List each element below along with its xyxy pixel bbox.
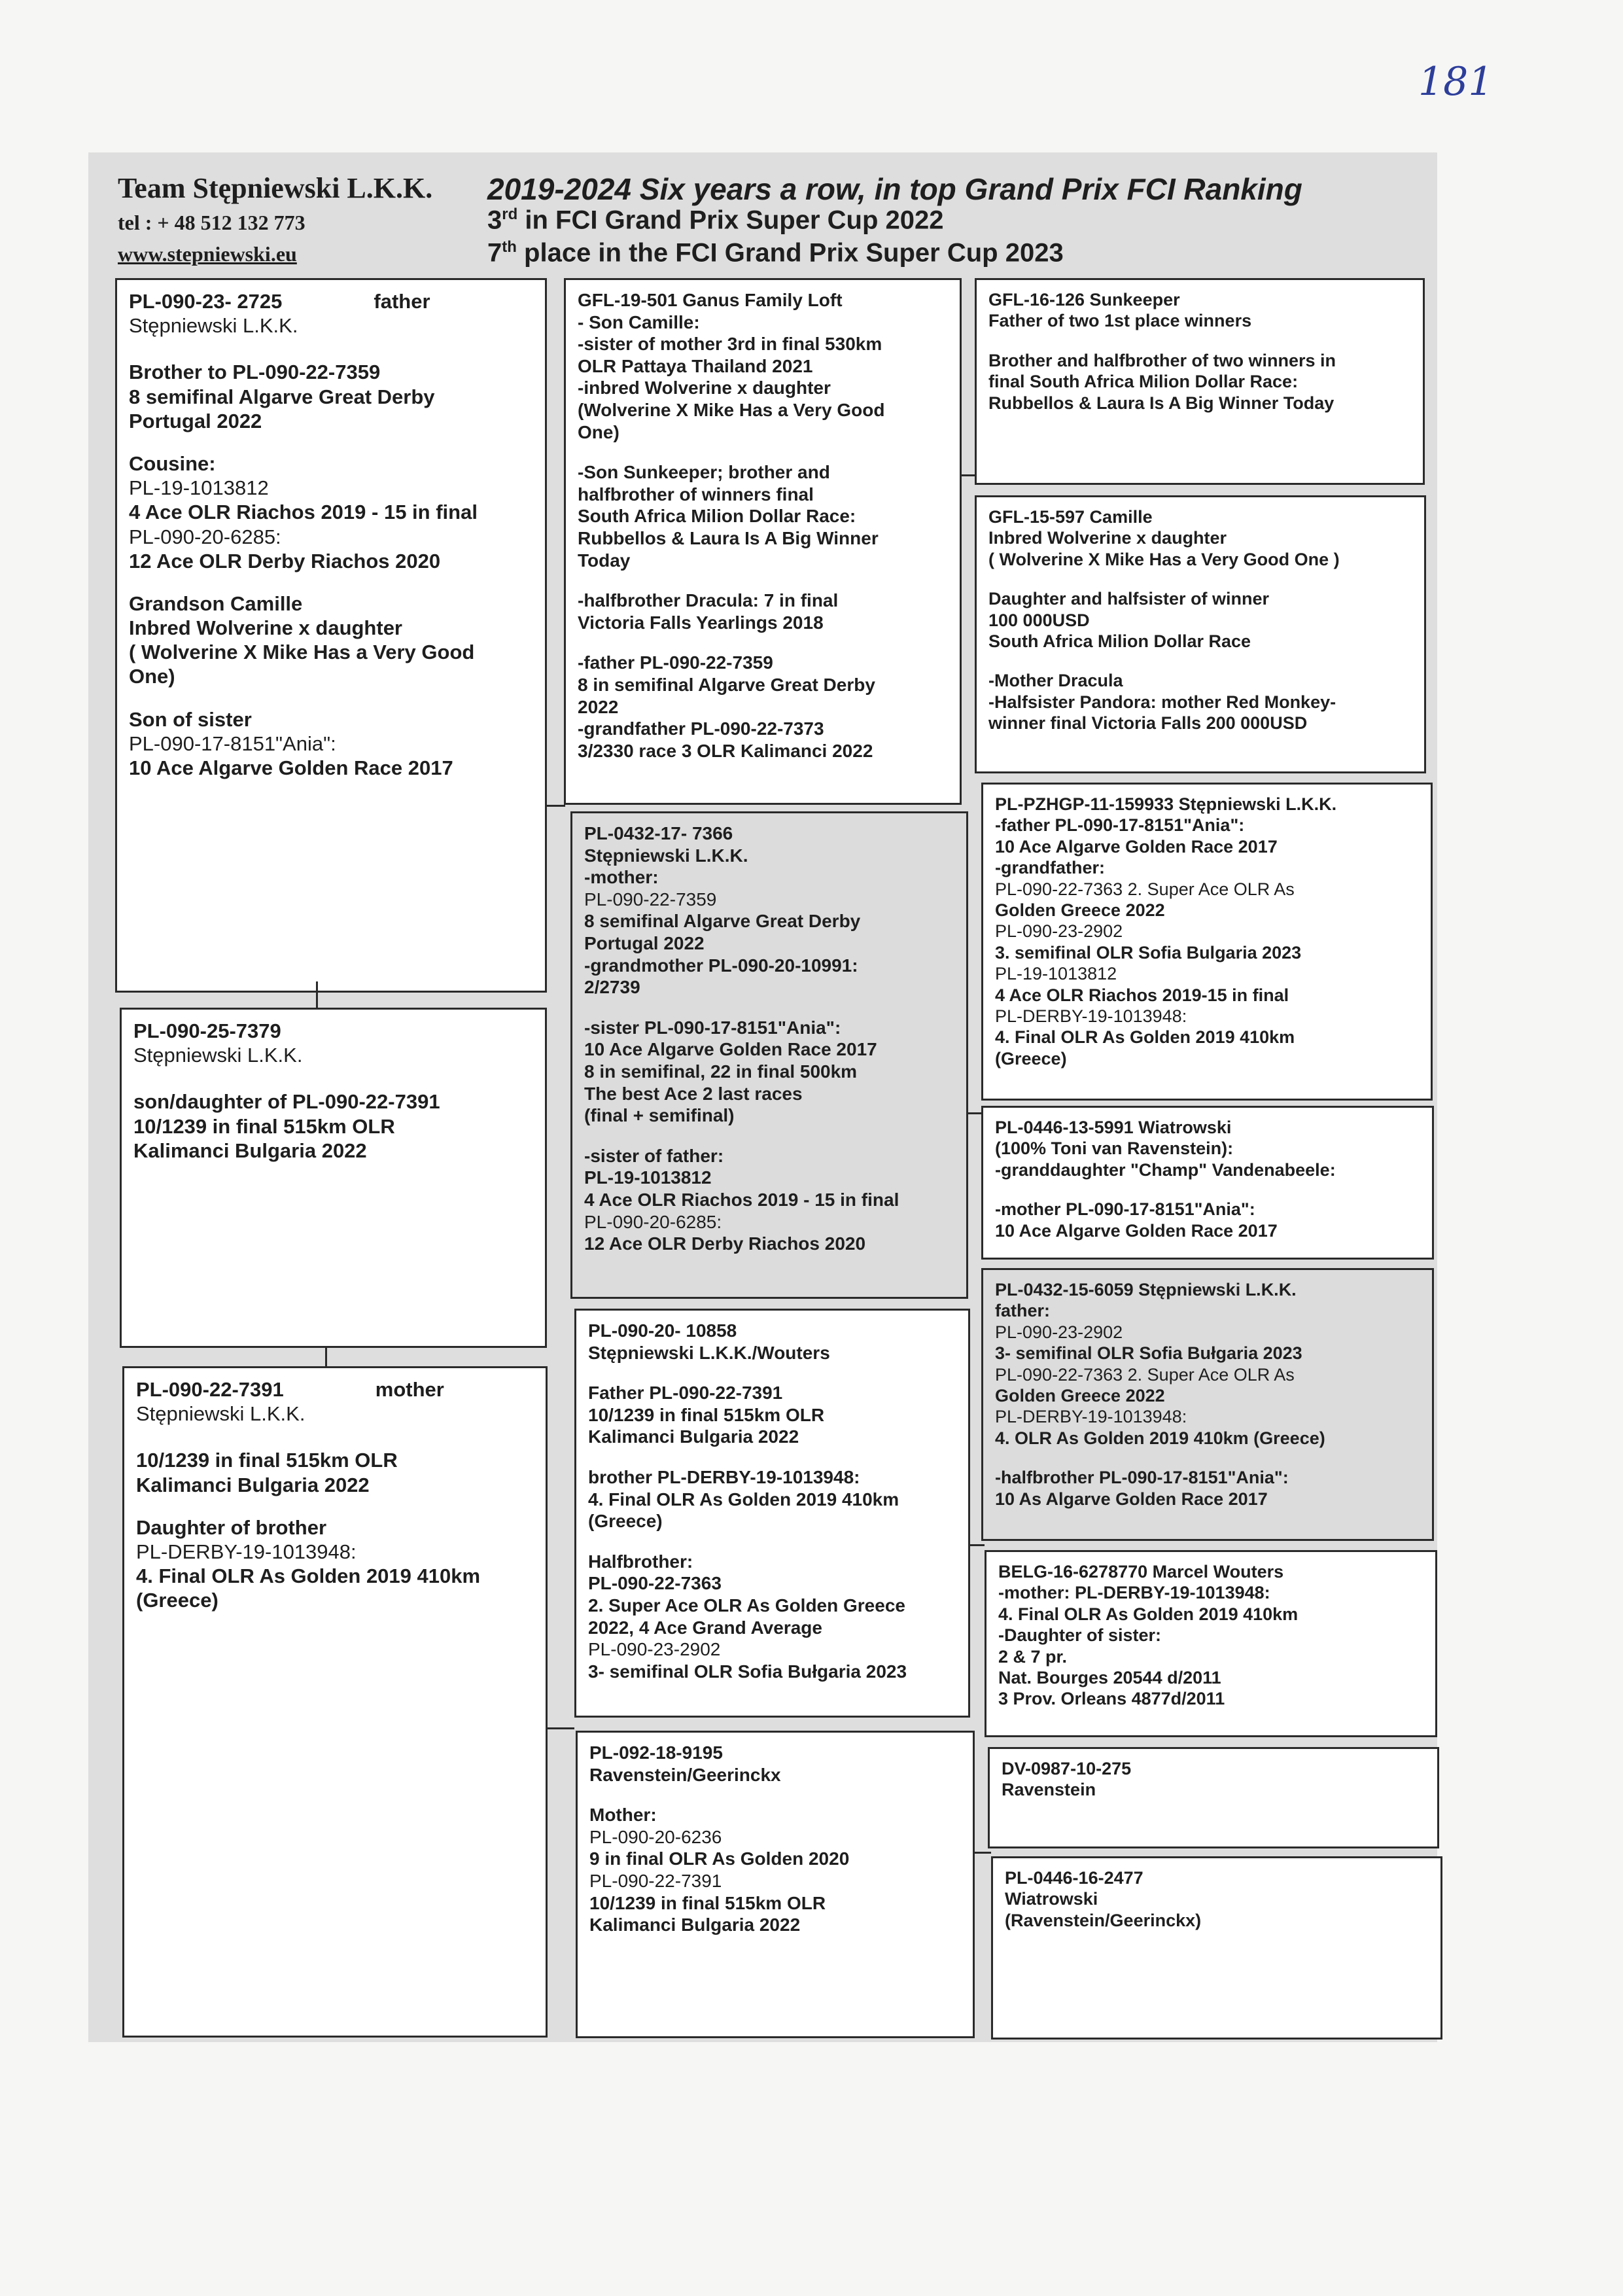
detail-line: -mother: PL-DERBY-19-1013948: [998,1583,1270,1603]
detail-line: ( Wolverine X Mike Has a Very Good [129,641,475,664]
detail-line: Daughter and halfsister of winner [988,589,1270,609]
great-grandparent-card-7 [988,1747,1439,1848]
detail-line: (Greece) [136,1589,218,1612]
detail-line: The best Ace 2 last races [584,1083,803,1104]
detail-line: PL-19-1013812 [584,1167,712,1188]
detail-line: 8 in semifinal, 22 in final 500km [584,1061,858,1082]
detail-line: 4. OLR As Golden 2019 410km (Greece) [995,1428,1325,1448]
detail-line: Inbred Wolverine x daughter [129,616,403,640]
line-gap [578,571,948,590]
subject-details [133,1089,533,1163]
line-gap [129,573,533,592]
detail-line: Cousine: [129,451,216,475]
card-title: PL-090-20- 10858 [588,1320,737,1341]
granddam-father-side-card [570,811,968,1299]
detail-line: 9 in final OLR As Golden 2020 [589,1848,850,1869]
card-details [988,527,1412,733]
detail-line: Stępniewski L.K.K./Wouters [588,1342,830,1363]
mother-breeder: Stępniewski L.K.K. [136,1402,305,1426]
card-title: BELG-16-6278770 Marcel Wouters [998,1562,1284,1581]
detail-line: 8 semifinal Algarve Great Derby [129,385,435,408]
detail-line: 2022, 4 Ace Grand Average [588,1617,822,1638]
detail-line: Rubbellos & Laura Is A Big Winner [578,527,879,548]
detail-line: Wiatrowski [1005,1889,1098,1909]
detail-line: Kalimanci Bulgaria 2022 [588,1426,799,1447]
detail-line: Brother and halfbrother of two winners in [988,350,1336,370]
headline-text: place in the FCI Grand Prix Super Cup 2023 [516,238,1064,268]
detail-line: PL-090-20-6285: [584,1211,722,1232]
detail-line: OLR Pattaya Thailand 2021 [578,355,813,376]
line-gap [584,998,954,1017]
line-gap [578,633,948,652]
detail-line: 4. Final OLR As Golden 2019 410km [998,1604,1299,1624]
detail-line: -Mother Dracula [988,671,1123,691]
card-details [1002,1779,1425,1800]
detail-line: -Halfsister Pandora: mother Red Monkey- [988,692,1336,712]
detail-line: PL-090-23-2902 [995,921,1123,942]
detail-line: Golden Greece 2022 [995,900,1165,920]
great-grandparent-card-6 [985,1550,1437,1737]
handwritten-page-number: 181 [1418,59,1493,105]
detail-line: -granddaughter "Champ" Vandenabeele: [995,1159,1336,1180]
detail-line: 10/1239 in final 515km OLR [136,1449,398,1472]
card-details [1005,1888,1429,1931]
detail-line: 4. Final OLR As Golden 2019 410km [995,1027,1295,1048]
grandsire-father-side-card [564,278,962,805]
detail-line: 8 in semifinal Algarve Great Derby [578,674,875,695]
detail-line: 2022 [578,696,619,717]
detail-line: Today [578,550,631,571]
detail-line: 10/1239 in final 515km OLR [589,1892,826,1913]
detail-line: -sister of mother 3rd in final 530km [578,334,882,355]
father-details [129,360,533,780]
father-role-label: father [374,290,430,313]
detail-line: PL-090-22-7363 2. Super Ace OLR As [995,1364,1295,1385]
subject-ring: PL-090-25-7379 [133,1019,281,1042]
card-title: GFL-15-597 Camille [988,507,1153,527]
detail-line: 100 000USD [988,610,1090,630]
detail-line: 10 Ace Algarve Golden Race 2017 [995,1220,1278,1241]
detail-line: PL-090-20-6236 [589,1826,722,1847]
detail-line: (final + semifinal) [584,1105,735,1126]
headline-suffix: rd [502,205,518,223]
detail-line: -grandfather PL-090-22-7373 [578,718,824,739]
subject-breeder: Stępniewski L.K.K. [133,1044,303,1067]
detail-line: -grandfather: [995,858,1105,878]
card-details [995,1138,1420,1241]
grandsire-mother-side-card [574,1309,970,1718]
detail-line: -Daughter of sister: [998,1625,1162,1646]
detail-line: -father PL-090-17-8151"Ania": [995,815,1245,836]
headline-number: 7 [487,238,502,268]
connector-gen2-1-gen3 [962,474,975,476]
detail-line: South Africa Milion Dollar Race: [578,506,856,527]
detail-line: father: [995,1301,1051,1321]
mother-details [136,1448,534,1612]
detail-line: 3. semifinal OLR Sofia Bulgaria 2023 [995,942,1302,963]
detail-line: PL-090-20-6285: [129,525,281,548]
line-gap [588,1532,956,1551]
detail-line: 2/2739 [584,977,640,998]
detail-line: Halfbrother: [588,1551,693,1572]
detail-line: Rubbellos & Laura Is A Big Winner Today [988,393,1335,413]
detail-line: (Greece) [995,1048,1067,1069]
line-gap [988,570,1412,588]
detail-line: Portugal 2022 [584,932,705,953]
detail-line: Kalimanci Bulgaria 2022 [133,1139,367,1162]
detail-line: PL-DERBY-19-1013948: [136,1540,357,1563]
connector-father-gen2 [547,805,565,807]
detail-line: -sister of father: [584,1145,724,1166]
detail-line: Victoria Falls Yearlings 2018 [578,612,824,633]
detail-line: 3- semifinal OLR Sofia Bułgaria 2023 [588,1661,907,1682]
card-details [995,1300,1420,1510]
team-name: Team Stępniewski L.K.K. [118,172,433,204]
card-details [588,1342,956,1683]
headline-ranking: 2019-2024 Six years a row, in top Grand Prix FCI Ranking [487,172,1302,206]
detail-line: 10/1239 in final 515km OLR [133,1114,395,1138]
detail-line: -inbred Wolverine x daughter [578,378,831,398]
great-grandparent-card-1 [975,278,1425,485]
mother-role-label: mother [375,1378,444,1401]
detail-line: son/daughter of PL-090-22-7391 [133,1090,440,1114]
detail-line: PL-19-1013812 [129,476,269,500]
detail-line: Stępniewski L.K.K. [584,845,748,866]
telephone: tel : + 48 512 132 773 [118,211,305,234]
card-title: GFL-19-501 Ganus Family Loft [578,290,843,310]
detail-line: Brother to PL-090-22-7359 [129,361,381,384]
card-details [578,311,948,762]
detail-line: - Son Camille: [578,311,700,332]
detail-line: Son of sister [129,707,252,731]
detail-line: -mother: [584,867,659,888]
detail-line: ( Wolverine X Mike Has a Very Good One ) [988,549,1340,569]
card-title: PL-PZHGP-11-159933 Stępniewski L.K.K. [995,794,1337,814]
line-gap [589,1786,961,1804]
line-gap [588,1448,956,1466]
headline-text: in FCI Grand Prix Super Cup 2022 [517,205,944,235]
line-gap [588,1364,956,1382]
headline-super-cup-2022 [487,205,944,235]
card-details [584,845,954,1255]
card-details [998,1582,1423,1709]
father-breeder: Stępniewski L.K.K. [129,314,298,338]
detail-line: final South Africa Milion Dollar Race: [988,372,1299,392]
detail-line: Grandson Camille [129,592,303,615]
detail-line: PL-090-23-2902 [995,1322,1123,1342]
detail-line: Nat. Bourges 20544 d/2011 [998,1667,1221,1687]
detail-line: Golden Greece 2022 [995,1385,1165,1405]
mother-title-row [136,1377,534,1402]
detail-line: 4 Ace OLR Riachos 2019 - 15 in final [129,501,478,524]
detail-line: 10 Ace Algarve Golden Race 2017 [995,836,1278,857]
detail-line: PL-DERBY-19-1013948: [995,1407,1187,1427]
card-title: PL-0432-17- 7366 [584,823,733,843]
detail-line: 2. Super Ace OLR As Golden Greece [588,1595,905,1616]
detail-line: PL-090-22-7363 2. Super Ace OLR As [995,879,1295,899]
card-title: PL-0446-13-5991 Wiatrowski [995,1118,1232,1137]
great-grandparent-card-4 [981,1106,1434,1260]
line-gap [578,443,948,461]
detail-line: halfbrother of winners final [578,484,814,504]
detail-line: PL-DERBY-19-1013948: [995,1006,1187,1026]
detail-line: (Greece) [588,1511,663,1532]
detail-line: PL-090-22-7359 [584,889,717,910]
great-grandparent-card-8 [991,1856,1442,2040]
connector-mother-gen2 [547,1727,574,1729]
mother-ring: PL-090-22-7391 [136,1378,284,1401]
line-gap [988,652,1412,670]
detail-line: PL-090-22-7391 [589,1870,722,1891]
detail-line: -halfbrother Dracula: 7 in final [578,590,839,611]
card-title: PL-092-18-9195 [589,1742,723,1763]
card-title: PL-0432-15-6059 Stępniewski L.K.K. [995,1280,1297,1299]
detail-line: -grandmother PL-090-20-10991: [584,955,858,976]
detail-line: 3/2330 race 3 OLR Kalimanci 2022 [578,740,873,761]
great-grandparent-card-5 [981,1268,1434,1541]
detail-line: South Africa Milion Dollar Race [988,631,1251,651]
detail-line: -Son Sunkeeper; brother and [578,462,830,483]
card-details [988,310,1411,414]
detail-line: PL-090-17-8151"Ania": [129,732,336,755]
card-title: DV-0987-10-275 [1002,1759,1132,1778]
subject-card [120,1008,547,1348]
father-ring: PL-090-23- 2725 [129,290,283,313]
detail-line: One) [578,421,620,442]
website-link[interactable]: www.stepniewski.eu [118,242,297,266]
detail-line: PL-19-1013812 [995,964,1117,984]
detail-line: 2 & 7 pr. [998,1646,1068,1667]
detail-line: -halfbrother PL-090-17-8151"Ania": [995,1468,1289,1488]
detail-line: 3 Prov. Orleans 4877d/2011 [998,1689,1225,1709]
detail-line: Kalimanci Bulgaria 2022 [589,1915,801,1935]
line-gap [995,1180,1420,1199]
line-gap [995,1449,1420,1467]
detail-line: (Wolverine X Mike Has a Very Good [578,399,885,420]
father-title-row [129,289,533,313]
detail-line: brother PL-DERBY-19-1013948: [588,1466,860,1487]
detail-line: Father of two 1st place winners [988,311,1252,331]
detail-line: 10/1239 in final 515km OLR [588,1404,825,1425]
line-gap [584,1127,954,1145]
line-gap [988,332,1411,350]
connector-gen2-3-gen3 [970,1544,985,1546]
detail-line: 3- semifinal OLR Sofia Bułgaria 2023 [995,1343,1302,1364]
detail-line: Portugal 2022 [129,409,262,433]
detail-line: Kalimanci Bulgaria 2022 [136,1473,370,1496]
detail-line: 4. Final OLR As Golden 2019 410km [136,1564,481,1588]
detail-line: 8 semifinal Algarve Great Derby [584,911,861,932]
detail-line: Ravenstein [1002,1780,1096,1800]
detail-line: 4 Ace OLR Riachos 2019 - 15 in final [584,1189,899,1210]
detail-line: (Ravenstein/Geerinckx) [1005,1910,1202,1930]
card-title: GFL-16-126 Sunkeeper [988,290,1180,309]
headline-super-cup-2023 [487,238,1064,268]
great-grandparent-card-2 [975,495,1426,773]
detail-line: One) [129,665,175,688]
detail-line: (100% Toni van Ravenstein): [995,1139,1234,1159]
detail-line: -father PL-090-22-7359 [578,652,773,673]
card-title: PL-0446-16-2477 [1005,1868,1143,1888]
mother-card [122,1366,548,2038]
detail-line: Ravenstein/Geerinckx [589,1764,781,1785]
connector-father-subject [316,981,318,1009]
detail-line: winner final Victoria Falls 200 000USD [988,713,1308,733]
detail-line: Father PL-090-22-7391 [588,1383,783,1404]
detail-line: 10 As Algarve Golden Race 2017 [995,1489,1268,1509]
detail-line: PL-090-23-2902 [588,1639,721,1660]
card-details [995,815,1419,1069]
card-details [589,1764,961,1936]
connector-gen2-2-gen3 [968,1112,981,1114]
father-card [115,278,547,993]
detail-line: Inbred Wolverine x daughter [988,528,1227,548]
headline-number: 3 [487,205,502,235]
detail-line: Daughter of brother [136,1515,327,1539]
detail-line: PL-090-22-7363 [588,1573,722,1594]
detail-line: Mother: [589,1805,657,1826]
detail-line: 4 Ace OLR Riachos 2019-15 in final [995,985,1289,1005]
detail-line: -mother PL-090-17-8151"Ania": [995,1199,1255,1220]
great-grandparent-card-3 [981,783,1433,1101]
line-gap [129,433,533,451]
detail-line: 12 Ace OLR Derby Riachos 2020 [129,549,441,573]
detail-line: 10 Ace Algarve Golden Race 2017 [129,756,453,779]
detail-line: 4. Final OLR As Golden 2019 410km [588,1489,899,1510]
line-gap [129,689,533,707]
detail-line: -sister PL-090-17-8151"Ania": [584,1017,841,1038]
detail-line: 12 Ace OLR Derby Riachos 2020 [584,1233,866,1254]
detail-line: 10 Ace Algarve Golden Race 2017 [584,1039,877,1060]
headline-suffix: th [502,238,517,256]
line-gap [136,1497,534,1515]
connector-subject-mother [325,1347,327,1368]
granddam-mother-side-card [576,1731,975,2038]
connector-gen2-4-gen3 [975,1852,991,1854]
